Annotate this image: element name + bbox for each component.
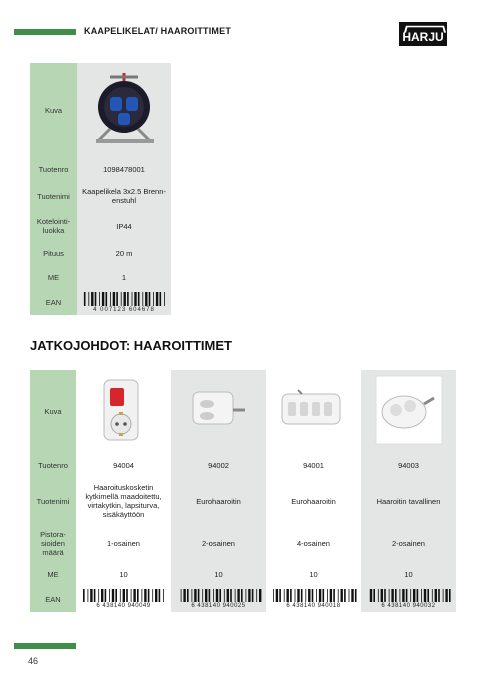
barcode-bar (434, 589, 436, 602)
logo-text: HARJU (402, 30, 444, 44)
adapter-table (30, 370, 456, 612)
barcode-bar (340, 589, 342, 602)
product-number: 1098478001 (77, 157, 171, 181)
page-number: 46 (28, 656, 39, 666)
product-number: 94003 (361, 452, 456, 478)
product-sockets: 1-osainen (76, 524, 171, 562)
product-number: 94004 (76, 452, 171, 478)
switched-adapter-icon (94, 374, 154, 446)
barcode-bar (126, 589, 128, 602)
barcode-bar (110, 292, 111, 306)
barcode-bar (113, 292, 115, 306)
label-sockets: Pistora-sioiden määrä (30, 524, 76, 562)
label-class: Kotelointi-luokka (30, 211, 77, 241)
cable-reel-icon (90, 69, 158, 149)
product-name: Haaroituskosketin kytkimellä maadoitettu, virtakytkin, lapsiturva, sisäkäyttöön (76, 478, 171, 524)
product-me: 1 (77, 265, 171, 289)
barcode-bar (337, 589, 338, 602)
product-image-cell (266, 370, 361, 452)
barcode-bar (95, 292, 97, 306)
ean-cell (266, 586, 361, 612)
barcode-bar (134, 292, 136, 306)
barcode-bar (219, 589, 221, 602)
label-name: Tuotenimi (30, 478, 76, 524)
barcode-bar (283, 589, 284, 602)
barcode-graphic (81, 589, 167, 602)
barcode-bar (297, 589, 299, 602)
barcode-bar (106, 292, 108, 306)
label-length: Pituus (30, 241, 77, 265)
barcode-bar (121, 292, 122, 306)
barcode-bar (223, 589, 224, 602)
product-name: Eurohaaroitin (171, 478, 266, 524)
product-image-cell (171, 370, 266, 452)
barcode-bar (300, 589, 302, 602)
barcode-bar (348, 589, 349, 602)
product-sockets: 2-osainen (171, 524, 266, 562)
barcode-bar (187, 589, 189, 602)
barcode-bar (133, 589, 135, 602)
barcode-graphic (81, 292, 167, 306)
product-name: Haaroitin tavallinen (361, 478, 456, 524)
barcode-bar (138, 292, 140, 306)
barcode-bar (122, 589, 124, 602)
barcode-bar (234, 589, 235, 602)
product-class: IP44 (77, 211, 171, 241)
label-image: Kuva (30, 63, 77, 157)
label-ean: EAN (30, 289, 77, 315)
product-me: 10 (76, 562, 171, 586)
barcode-bar (395, 589, 397, 602)
barcode-bar (197, 589, 199, 602)
barcode-bar (160, 292, 162, 306)
barcode-bar (83, 589, 85, 602)
barcode-bar (311, 589, 313, 602)
product-me: 10 (361, 562, 456, 586)
barcode (81, 292, 167, 313)
barcode-bar (431, 589, 432, 602)
label-number: Tuotenro (30, 452, 76, 478)
product-number: 94002 (171, 452, 266, 478)
product-name: Eurohaaroitin (266, 478, 361, 524)
label-name: Tuotenimi (30, 181, 77, 211)
barcode-bar (344, 589, 346, 602)
standard-adapter-2-icon (374, 374, 444, 446)
section2-title: JATKOJOHDOT: HAAROITTIMET (30, 338, 232, 353)
barcode-bar (251, 589, 253, 602)
barcode-bar (329, 589, 331, 602)
barcode-bar (205, 589, 207, 602)
label-me: ME (30, 562, 76, 586)
ean-number: 6 438140 940049 (96, 603, 151, 609)
label-number: Tuotenro (30, 157, 77, 181)
ean-number: 6 438140 940025 (191, 603, 246, 609)
barcode-bar (351, 589, 353, 602)
barcode-bar (99, 292, 100, 306)
bottom-accent-bar (14, 643, 76, 649)
barcode-bar (98, 589, 99, 602)
barcode-bar (241, 589, 243, 602)
barcode-bar (156, 292, 158, 306)
logo-roof-icon (404, 26, 446, 33)
barcode-bar (104, 589, 106, 602)
barcode-bar (93, 589, 95, 602)
top-accent-bar (14, 29, 76, 35)
barcode-bar (308, 589, 310, 602)
ean-number: 6 438140 940032 (381, 603, 436, 609)
ean-cell (77, 289, 171, 315)
product-image-cell (361, 370, 456, 452)
cable-reel-table (30, 63, 171, 315)
product-me: 10 (171, 562, 266, 586)
barcode-bar (256, 589, 257, 602)
barcode-bar (87, 589, 88, 602)
barcode-bar (421, 589, 422, 602)
barcode-bar (273, 589, 274, 602)
barcode-bar (226, 589, 228, 602)
barcode-bar (153, 292, 154, 306)
barcode-bar (354, 589, 356, 602)
barcode-bar (248, 589, 250, 602)
barcode-bar (101, 589, 103, 602)
barcode-bar (245, 589, 246, 602)
barcode-bar (88, 292, 89, 306)
barcode-bar (327, 589, 328, 602)
barcode-bar (111, 589, 113, 602)
barcode-bar (183, 589, 185, 602)
barcode-bar (144, 589, 146, 602)
barcode-bar (294, 589, 295, 602)
barcode-bar (413, 589, 415, 602)
barcode-bar (286, 589, 288, 602)
barcode-bar (213, 589, 214, 602)
barcode-bar (102, 292, 104, 306)
barcode-bar (147, 589, 149, 602)
barcode-bar (384, 589, 386, 602)
ean-number: 4 007123 604678 (93, 306, 155, 313)
barcode-bar (290, 589, 292, 602)
barcode-graphic (271, 589, 357, 602)
barcode-bar (164, 292, 165, 306)
product-number: 94001 (266, 452, 361, 478)
product-me: 10 (266, 562, 361, 586)
barcode (81, 589, 167, 609)
label-ean: EAN (30, 586, 76, 612)
barcode (176, 589, 262, 609)
ean-cell (171, 586, 266, 612)
barcode-bar (442, 589, 443, 602)
barcode-bar (410, 589, 411, 602)
harju-logo (399, 22, 447, 46)
barcode-bar (109, 589, 110, 602)
product-sockets: 2-osainen (361, 524, 456, 562)
barcode-bar (230, 589, 232, 602)
barcode-bar (275, 589, 277, 602)
barcode-bar (259, 589, 261, 602)
product-image-cell (77, 63, 171, 157)
barcode-bar (399, 589, 400, 602)
product-name: Kaapelikela 3x2.5 Brenn-enstuhl (77, 181, 171, 211)
barcode-bar (423, 589, 425, 602)
label-image: Kuva (30, 370, 76, 452)
barcode-bar (380, 589, 382, 602)
barcode-bar (119, 589, 120, 602)
barcode-bar (149, 292, 151, 306)
barcode-bar (402, 589, 404, 602)
barcode-bar (388, 589, 389, 602)
ean-cell (361, 586, 456, 612)
barcode-bar (316, 589, 317, 602)
barcode-bar (416, 589, 418, 602)
barcode-bar (445, 589, 447, 602)
barcode-bar (132, 292, 133, 306)
barcode-bar (237, 589, 239, 602)
euro-adapter-4-icon (278, 380, 350, 440)
barcode-bar (142, 292, 143, 306)
barcode-bar (279, 589, 281, 602)
barcode-bar (194, 589, 196, 602)
barcode-bar (208, 589, 210, 602)
barcode-bar (124, 292, 126, 306)
barcode-bar (90, 589, 92, 602)
product-sockets: 4-osainen (266, 524, 361, 562)
barcode-bar (145, 292, 147, 306)
barcode-bar (130, 589, 131, 602)
product-length: 20 m (77, 241, 171, 265)
barcode-bar (405, 589, 407, 602)
product-image-cell (76, 370, 171, 452)
barcode-bar (137, 589, 139, 602)
barcode-bar (369, 589, 371, 602)
section-title: KAAPELIKELAT/ HAAROITTIMET (84, 26, 232, 36)
barcode-bar (333, 589, 335, 602)
barcode-bar (163, 589, 164, 602)
barcode (366, 589, 452, 609)
label-me: ME (30, 265, 77, 289)
barcode-bar (91, 292, 93, 306)
barcode-bar (191, 589, 192, 602)
barcode-bar (322, 589, 324, 602)
barcode-bar (115, 589, 117, 602)
barcode-bar (318, 589, 320, 602)
barcode-bar (152, 589, 153, 602)
barcode-bar (180, 589, 181, 602)
barcode-bar (438, 589, 440, 602)
barcode-bar (305, 589, 306, 602)
barcode-bar (373, 589, 375, 602)
barcode-bar (391, 589, 393, 602)
barcode-bar (155, 589, 157, 602)
barcode-bar (215, 589, 217, 602)
barcode (271, 589, 357, 609)
barcode-bar (158, 589, 160, 602)
barcode-bar (127, 292, 129, 306)
barcode-bar (202, 589, 203, 602)
ean-number: 6 438140 940018 (286, 603, 341, 609)
barcode-bar (141, 589, 142, 602)
barcode-bar (449, 589, 451, 602)
barcode-bar (427, 589, 429, 602)
barcode-graphic (176, 589, 262, 602)
euro-adapter-2-icon (187, 380, 251, 440)
barcode-bar (84, 292, 86, 306)
barcode-graphic (366, 589, 452, 602)
barcode-bar (377, 589, 378, 602)
ean-cell (76, 586, 171, 612)
barcode-bar (116, 292, 118, 306)
